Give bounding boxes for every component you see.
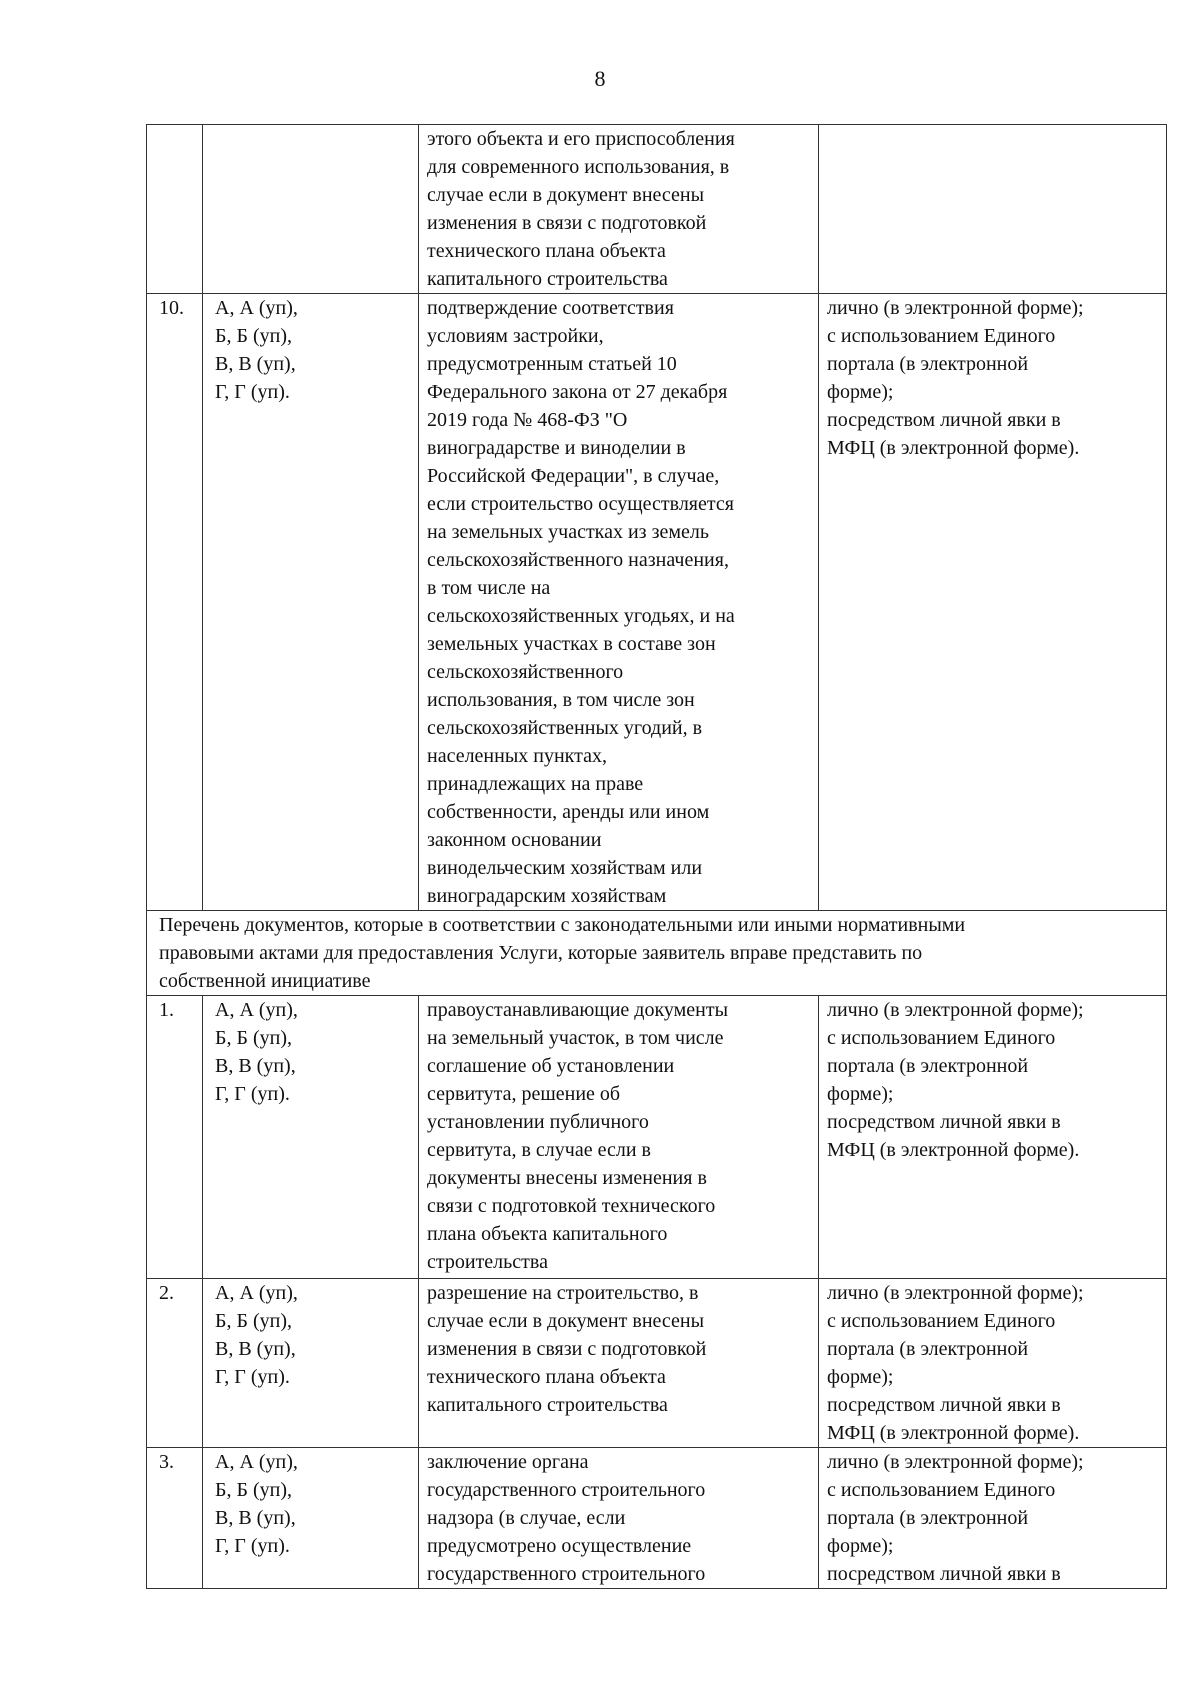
applicant-categories: А, А (уп), Б, Б (уп), В, В (уп), Г, Г (уп).	[203, 294, 419, 911]
applicant-categories: А, А (уп), Б, Б (уп), В, В (уп), Г, Г (уп).	[203, 996, 419, 1279]
section-heading: Перечень документов, которые в соответствии с законодательными или иными нормативными правовыми актами для предоставления Услуги, которые заявитель вправе представить по собственной инициативе	[147, 911, 1167, 996]
applicant-categories: А, А (уп), Б, Б (уп), В, В (уп), Г, Г (уп).	[203, 1448, 419, 1589]
table-row	[147, 1279, 1167, 1448]
document-description: заключение органа государственного строительного надзора (в случае, если предусмотрено осуществление государственного строительного	[419, 1448, 819, 1589]
submission-method: лично (в электронной форме); с использованием Единого портала (в электронной форме); посредством личной явки в МФЦ (в электронной форме).	[819, 294, 1167, 911]
documents-table	[146, 124, 1167, 1589]
row-number: 1.	[147, 996, 203, 1279]
document-description: этого объекта и его приспособления для современного использования, в случае если в документ внесены изменения в связи с подготовкой технического плана объекта капитального строительства	[419, 125, 819, 294]
row-number: 2.	[147, 1279, 203, 1448]
row-number: 3.	[147, 1448, 203, 1589]
table-row	[147, 1448, 1167, 1589]
submission-method: лично (в электронной форме); с использованием Единого портала (в электронной форме); посредством личной явки в МФЦ (в электронной форме).	[819, 996, 1167, 1279]
document-description: правоустанавливающие документы на земельный участок, в том числе соглашение об установлении сервитута, решение об установлении публичного сервитута, в случае если в документы внесены изменения в связи с подготовкой технического плана объекта капитального строительства	[419, 996, 819, 1279]
submission-method	[819, 125, 1167, 294]
submission-method: лично (в электронной форме); с использованием Единого портала (в электронной форме); посредством личной явки в МФЦ (в электронной форме).	[819, 1279, 1167, 1448]
row-number	[147, 125, 203, 294]
applicant-categories: А, А (уп), Б, Б (уп), В, В (уп), Г, Г (уп).	[203, 1279, 419, 1448]
row-number: 10.	[147, 294, 203, 911]
applicant-categories	[203, 125, 419, 294]
table-row	[147, 996, 1167, 1279]
table-row	[147, 294, 1167, 911]
document-description: подтверждение соответствия условиям застройки, предусмотренным статьей 10 Федерального закона от 27 декабря 2019 года № 468-ФЗ "О виноградарстве и виноделии в Российской Федерации", в случае, если строительство осуществляется на земельных участках из земель сельскохозяйственного назначения, в том числе на сельскохозяйственных угодьях, и на земельных участках в составе зон сельскохозяйственного использования, в том числе зон сельскохозяйственных угодий, в населенных пунктах, принадлежащих на праве собственности, аренды или ином законном основании винодельческим хозяйствам или виноградарским хозяйствам	[419, 294, 819, 911]
submission-method: лично (в электронной форме); с использованием Единого портала (в электронной форме); посредством личной явки в	[819, 1448, 1167, 1589]
table-row	[147, 125, 1167, 294]
document-description: разрешение на строительство, в случае если в документ внесены изменения в связи с подготовкой технического плана объекта капитального строительства	[419, 1279, 819, 1448]
page-number: 8	[594, 66, 606, 91]
section-heading-row	[147, 911, 1167, 996]
